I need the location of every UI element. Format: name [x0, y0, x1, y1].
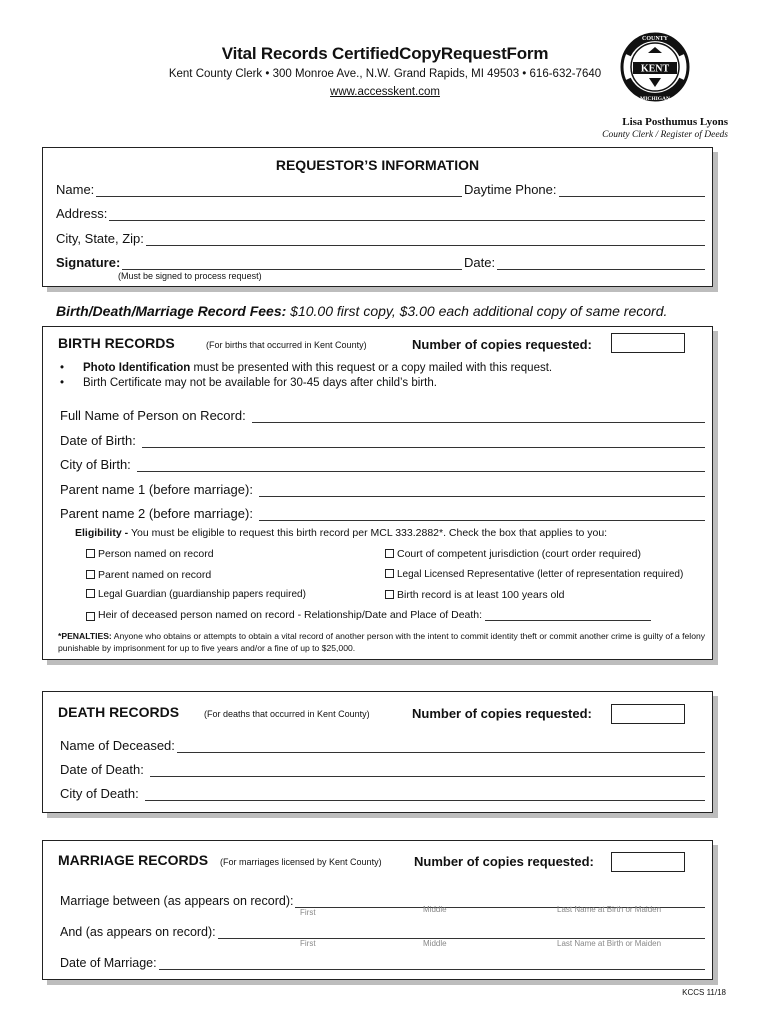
penalties-text: *PENALTIES: Anyone who obtains or attempts to obtain a vital record of another person with the intent to commit identity theft or commit another crime is guilty of a felony punishable by imprisonment for up to five years and/or a fine of up to $25,000.: [58, 631, 706, 653]
marriage-heading: MARRIAGE RECORDS: [58, 852, 209, 868]
marriage-copies-input[interactable]: [611, 852, 685, 872]
requestor-heading: REQUESTOR’S INFORMATION: [275, 157, 480, 173]
daytime-phone-label: Daytime Phone:: [464, 182, 557, 197]
birth-note: (For births that occurred in Kent County): [206, 340, 367, 350]
clerk-name: Lisa Posthumus Lyons: [622, 116, 728, 128]
svg-text:MICHIGAN: MICHIGAN: [640, 96, 670, 102]
option-parent[interactable]: Parent named on record: [86, 569, 211, 581]
full-name-field[interactable]: Full Name of Person on Record:: [60, 408, 705, 423]
website-link[interactable]: www.accesskent.com: [330, 86, 440, 98]
parent2-field[interactable]: Parent name 2 (before marriage):: [60, 506, 705, 521]
marriage-copies-label: Number of copies requested:: [414, 854, 594, 869]
signature-label: Signature:: [56, 255, 121, 270]
birth-copies-label: Number of copies requested:: [412, 337, 592, 352]
checkbox-icon: [86, 589, 95, 598]
marriage-note: (For marriages licensed by Kent County): [220, 857, 382, 867]
checkbox-icon: [86, 549, 95, 558]
county-seal-icon: [620, 25, 690, 110]
city-state-zip-field[interactable]: [56, 231, 705, 246]
deceased-name-field[interactable]: Name of Deceased:: [60, 738, 705, 753]
death-heading: DEATH RECORDS: [58, 704, 180, 720]
death-copies-input[interactable]: [611, 704, 685, 724]
eligibility-text: Eligibility - You must be eligible to request this birth record per MCL 333.2882*. Check the box that applies to you:: [75, 527, 608, 539]
between-first-hint: First: [300, 908, 316, 917]
birth-bullet-1: • Photo Identification must be presented with this request or a copy mailed with this request.: [60, 362, 553, 374]
option-guardian[interactable]: Legal Guardian (guardianship papers required): [86, 589, 306, 600]
svg-text:COUNTY: COUNTY: [641, 36, 669, 42]
marriage-between-field[interactable]: Marriage between (as appears on record):: [60, 894, 705, 908]
birth-bullet-2: • Birth Certificate may not be available for 30-45 days after child’s birth.: [60, 377, 437, 389]
fees-text: $10.00 first copy, $3.00 each additional copy of same record.: [286, 303, 668, 319]
option-legal-rep[interactable]: Legal Licensed Representative (letter of representation required): [385, 569, 683, 580]
name-field[interactable]: [56, 182, 462, 197]
checkbox-icon: [385, 549, 394, 558]
checkbox-icon: [86, 570, 95, 579]
address-label: Address:: [56, 206, 108, 221]
svg-text:KENT: KENT: [640, 63, 670, 75]
city-of-death-field[interactable]: City of Death:: [60, 786, 705, 801]
between-last-hint: Last Name at Birth or Maiden: [557, 905, 662, 914]
and-last-hint: Last Name at Birth or Maiden: [557, 939, 662, 948]
option-100-years[interactable]: Birth record is at least 100 years old: [385, 589, 565, 601]
fees-line: [56, 303, 667, 319]
dob-field[interactable]: Date of Birth:: [60, 433, 705, 448]
clerk-title: County Clerk / Register of Deeds: [602, 130, 728, 140]
daytime-phone-field[interactable]: [464, 182, 705, 197]
name-label: Name:: [56, 182, 95, 197]
marriage-date-field[interactable]: Date of Marriage:: [60, 956, 705, 970]
form-title: Vital Records CertifiedCopyRequestForm: [221, 44, 549, 63]
option-person-named[interactable]: Person named on record: [86, 548, 214, 560]
fees-label: Birth/Death/Marriage Record Fees:: [56, 303, 287, 319]
checkbox-icon: [385, 590, 394, 599]
between-middle-hint: Middle: [423, 905, 447, 914]
and-middle-hint: Middle: [423, 939, 447, 948]
address-field[interactable]: [56, 206, 705, 221]
death-copies-label: Number of copies requested:: [412, 706, 592, 721]
city-state-zip-label: City, State, Zip:: [56, 231, 144, 246]
birth-heading: BIRTH RECORDS: [58, 335, 175, 351]
signature-field[interactable]: [56, 255, 462, 270]
date-label: Date:: [464, 255, 496, 270]
photo-id-text: Photo Identification: [83, 362, 191, 374]
option-heir[interactable]: Heir of deceased person named on record - Relationship/Date and Place of Death:: [86, 609, 651, 621]
death-note: (For deaths that occurred in Kent County): [204, 709, 370, 719]
signature-note: (Must be signed to process request): [118, 271, 262, 281]
date-field[interactable]: [464, 255, 705, 270]
and-first-hint: First: [300, 939, 316, 948]
parent1-field[interactable]: Parent name 1 (before marriage):: [60, 482, 705, 497]
marriage-and-field[interactable]: And (as appears on record):: [60, 925, 705, 939]
date-of-death-field[interactable]: Date of Death:: [60, 762, 705, 777]
city-of-birth-field[interactable]: City of Birth:: [60, 457, 705, 472]
clerk-address: Kent County Clerk • 300 Monroe Ave., N.W. Grand Rapids, MI 49503 • 616-632-7640: [168, 68, 602, 80]
checkbox-icon: [385, 569, 394, 578]
checkbox-icon: [86, 612, 95, 621]
birth-copies-input[interactable]: [611, 333, 685, 353]
option-court[interactable]: Court of competent jurisdiction (court order required): [385, 548, 641, 560]
form-code: KCCS 11/18: [682, 988, 726, 997]
